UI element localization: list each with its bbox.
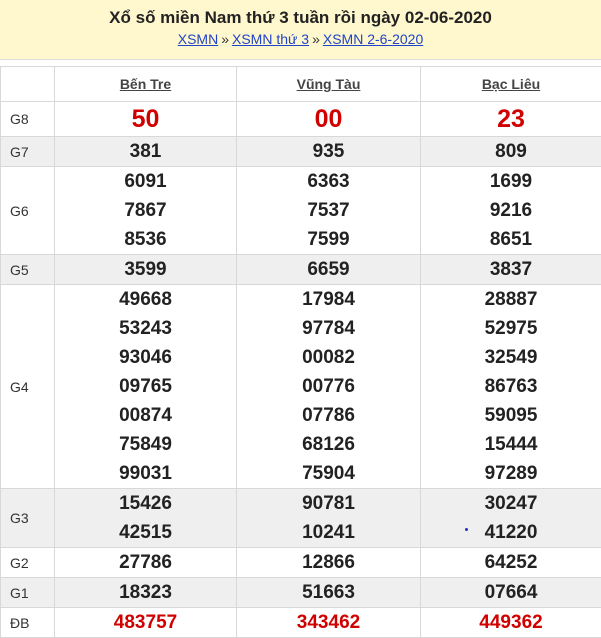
- prize-label: G1: [1, 578, 55, 608]
- prize-number: 97289: [421, 459, 601, 488]
- prize-cell: [421, 102, 601, 137]
- page-header: [0, 0, 601, 60]
- prize-number: 90781: [237, 489, 420, 518]
- prize-cell: [421, 548, 601, 578]
- prize-number: 381: [55, 137, 236, 166]
- prize-cell: [55, 137, 237, 167]
- prize-number: 935: [237, 137, 420, 166]
- prize-number: 59095: [421, 401, 601, 430]
- prize-cell: [421, 255, 601, 285]
- prize-number: 52975: [421, 314, 601, 343]
- prize-cell: [55, 578, 237, 608]
- prize-cell: [55, 608, 237, 638]
- prize-number: 7537: [237, 196, 420, 225]
- prize-number: 07664: [421, 578, 601, 607]
- prize-number: 00082: [237, 343, 420, 372]
- prize-number: 93046: [55, 343, 236, 372]
- prize-cell: [237, 489, 421, 548]
- prize-number: 09765: [55, 372, 236, 401]
- prize-number: 8536: [55, 225, 236, 254]
- prize-cell: [55, 285, 237, 489]
- prize-number: 6363: [237, 167, 420, 196]
- prize-label: G2: [1, 548, 55, 578]
- prize-number: 6659: [237, 255, 420, 284]
- prize-label: G7: [1, 137, 55, 167]
- page-title: Xổ số miền Nam thứ 3 tuần rồi ngày 02-06-2020: [0, 8, 601, 28]
- prize-number: 07786: [237, 401, 420, 430]
- prize-label: G3: [1, 489, 55, 548]
- prize-number: 449362: [421, 608, 601, 637]
- prize-cell: [55, 489, 237, 548]
- prize-cell: [421, 285, 601, 489]
- results-table: [0, 66, 601, 638]
- prize-number: 28887: [421, 285, 601, 314]
- prize-row: [1, 167, 601, 255]
- prize-number: 17984: [237, 285, 420, 314]
- province-link[interactable]: Bến Tre: [120, 76, 171, 92]
- prize-cell: [421, 489, 601, 548]
- prize-cell: [237, 255, 421, 285]
- prize-number: 00776: [237, 372, 420, 401]
- prize-cell: [55, 167, 237, 255]
- prize-number: 42515: [55, 518, 236, 547]
- prize-number: 49668: [55, 285, 236, 314]
- prize-number: 32549: [421, 343, 601, 372]
- prize-row: [1, 608, 601, 638]
- prize-cell: [421, 578, 601, 608]
- prize-row: [1, 137, 601, 167]
- prize-cell: [421, 167, 601, 255]
- prize-number: 00: [237, 102, 420, 136]
- prize-label: G6: [1, 167, 55, 255]
- province-link[interactable]: Vũng Tàu: [297, 76, 361, 92]
- prize-number: 15444: [421, 430, 601, 459]
- prize-cell: [237, 137, 421, 167]
- prize-number: 343462: [237, 608, 420, 637]
- prize-row: [1, 548, 601, 578]
- prize-cell: [421, 608, 601, 638]
- prize-label: ĐB: [1, 608, 55, 638]
- prize-number: 23: [421, 102, 601, 136]
- prize-number: 10241: [237, 518, 420, 547]
- prize-number: 99031: [55, 459, 236, 488]
- prize-cell: [421, 137, 601, 167]
- prize-number: 3837: [421, 255, 601, 284]
- prize-cell: [55, 255, 237, 285]
- prize-number: 64252: [421, 548, 601, 577]
- prize-number: 41220: [421, 518, 601, 547]
- corner-cell: [1, 67, 55, 102]
- prize-number: 30247: [421, 489, 601, 518]
- prize-number: 86763: [421, 372, 601, 401]
- prize-number: 7867: [55, 196, 236, 225]
- prize-label: G8: [1, 102, 55, 137]
- prize-cell: [237, 285, 421, 489]
- prize-row: [1, 102, 601, 137]
- prize-row: [1, 255, 601, 285]
- prize-number: 3599: [55, 255, 236, 284]
- breadcrumb-xsmn-date[interactable]: XSMN 2-6-2020: [323, 31, 423, 47]
- prize-label: G5: [1, 255, 55, 285]
- breadcrumb-separator: »: [309, 31, 323, 47]
- prize-cell: [55, 102, 237, 137]
- prize-label: G4: [1, 285, 55, 489]
- prize-cell: [237, 578, 421, 608]
- prize-number: 75904: [237, 459, 420, 488]
- prize-number: 51663: [237, 578, 420, 607]
- prize-number: 50: [55, 102, 236, 136]
- province-link[interactable]: Bạc Liêu: [482, 76, 540, 92]
- prize-number: 7599: [237, 225, 420, 254]
- prize-number: 12866: [237, 548, 420, 577]
- prize-cell: [237, 548, 421, 578]
- breadcrumb-xsmn[interactable]: XSMN: [178, 31, 218, 47]
- prize-number: 53243: [55, 314, 236, 343]
- prize-row: [1, 285, 601, 489]
- breadcrumb-separator: »: [218, 31, 232, 47]
- prize-row: [1, 489, 601, 548]
- prize-row: [1, 578, 601, 608]
- prize-number: 1699: [421, 167, 601, 196]
- prize-number: 75849: [55, 430, 236, 459]
- prize-number: 68126: [237, 430, 420, 459]
- prize-cell: [237, 167, 421, 255]
- breadcrumb-xsmn-thu-3[interactable]: XSMN thứ 3: [232, 31, 309, 47]
- prize-number: 15426: [55, 489, 236, 518]
- prize-number: 483757: [55, 608, 236, 637]
- prize-cell: [237, 102, 421, 137]
- stray-dot: [465, 528, 468, 531]
- prize-cell: [55, 548, 237, 578]
- table-header-row: [1, 67, 601, 102]
- prize-number: 6091: [55, 167, 236, 196]
- prize-number: 8651: [421, 225, 601, 254]
- prize-number: 809: [421, 137, 601, 166]
- province-header[interactable]: [421, 67, 601, 102]
- prize-number: 97784: [237, 314, 420, 343]
- province-header[interactable]: [237, 67, 421, 102]
- province-header[interactable]: [55, 67, 237, 102]
- breadcrumb: [0, 31, 601, 47]
- prize-number: 00874: [55, 401, 236, 430]
- prize-number: 18323: [55, 578, 236, 607]
- prize-number: 27786: [55, 548, 236, 577]
- results-body: [1, 102, 601, 638]
- prize-number: 9216: [421, 196, 601, 225]
- prize-cell: [237, 608, 421, 638]
